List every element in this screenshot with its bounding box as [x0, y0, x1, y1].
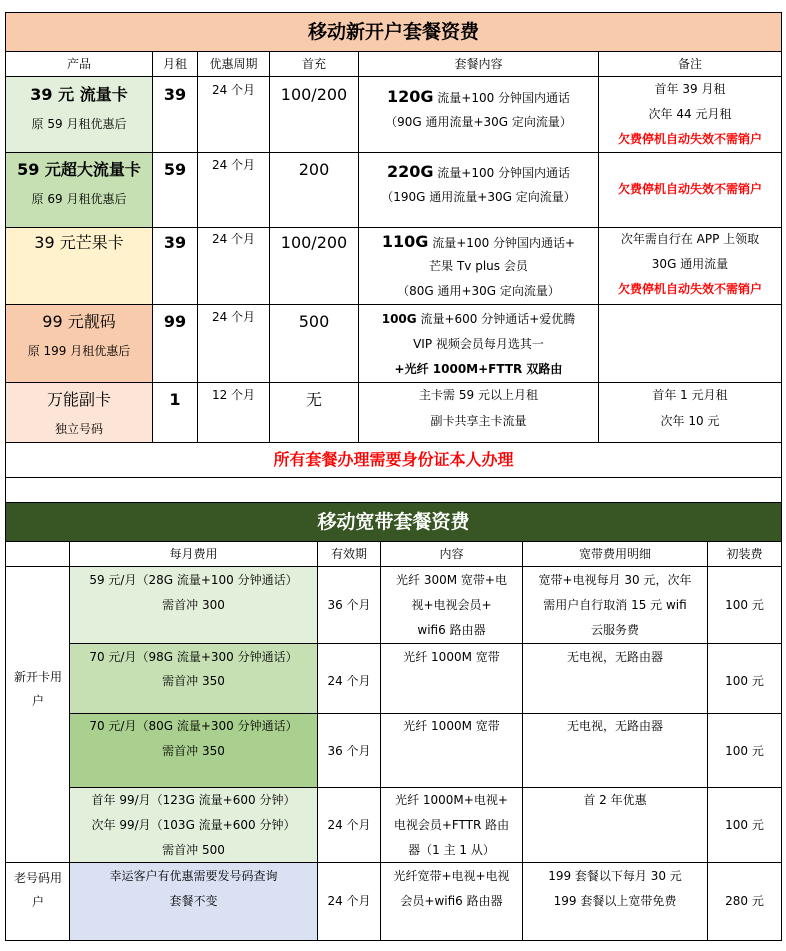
content-data-amount: 120G: [386, 87, 434, 106]
bb-row-2-content1: 光纤 1000M 宽带: [403, 650, 500, 664]
mobile-row-1-remark3: 欠费停机自动失效不需销户: [617, 132, 762, 146]
bb-row-1-content3: wifi6 路由器: [417, 623, 486, 637]
bb-row-1-content1: 光纤 300M 宽带+电: [396, 573, 507, 587]
mobile-row-1-product-sub: 原 59 月租优惠后: [31, 117, 127, 131]
header-rent: 月租: [162, 57, 187, 71]
bb-row-4-content2: 电视会员+FTTR 路由: [393, 818, 510, 832]
mobile-row-3-remark1: 次年需自行在 APP 上领取: [620, 232, 760, 246]
mobile-row-4-product-sub: 原 199 月租优惠后: [27, 344, 131, 358]
bb-row-5-detail2: 199 套餐以上宽带免费: [553, 894, 677, 908]
mobile-row-1-recharge: 100/200: [280, 85, 348, 104]
mobile-row-4-content-line2: VIP 视频会员每月选其一: [413, 337, 544, 351]
bb-row-1-content2: 视+电视会员+: [411, 598, 492, 612]
bb-row-3-fee2: 需首冲 350: [162, 744, 225, 758]
header-remark: 备注: [677, 57, 702, 71]
bb-header-fee-detail: 宽带费用明细: [578, 547, 651, 561]
mobile-row-3-content-line2: 芒果 Tv plus 会员: [429, 259, 528, 273]
mobile-row-5-recharge: 无: [305, 390, 322, 409]
mobile-row-3-product: 39 元芒果卡: [34, 233, 124, 252]
mobile-row-5-remark1: 首年 1 元月租: [652, 388, 728, 402]
mobile-row-2-product: 59 元超大流量卡: [17, 160, 141, 179]
mobile-row-2-rent: 59: [163, 160, 187, 179]
bb-row-5-fee2: 套餐不变: [169, 894, 218, 908]
bb-row-2-fee2: 需首冲 350: [162, 674, 225, 688]
bb-header-install-fee: 初装费: [726, 547, 763, 561]
mobile-row-1-period: 24 个月: [211, 83, 256, 97]
broadband-table-title: 移动宽带套餐资费: [317, 511, 470, 533]
mobile-table-title: 移动新开户套餐资费: [307, 21, 479, 43]
content-desc: 流量+100 分钟国内通话+: [428, 236, 576, 250]
mobile-row-3-content-line3: （80G 通用+30G 定向流量）: [397, 284, 560, 298]
mobile-row-1-remark2: 次年 44 元月租: [648, 107, 732, 121]
mobile-row-1-rent: 39: [163, 85, 187, 104]
mobile-row-5-content-line1: 主卡需 59 元以上月租: [419, 388, 538, 402]
bb-row-5-detail1: 199 套餐以下每月 30 元: [548, 869, 682, 883]
bb-row-4-validity: 24 个月: [327, 818, 371, 832]
mobile-row-3-rent: 39: [163, 233, 187, 252]
bb-row-2-install: 100 元: [725, 674, 764, 688]
bb-row-5-install: 280 元: [725, 894, 764, 908]
id-required-note: 所有套餐办理需要身份证本人办理: [273, 450, 514, 469]
bb-row-3-fee1: 70 元/月（80G 流量+300 分钟通话）: [89, 719, 298, 733]
mobile-row-5-remark2: 次年 10 元: [660, 414, 720, 428]
bb-row-1-validity: 36 个月: [327, 598, 371, 612]
bb-row-3-install: 100 元: [725, 744, 764, 758]
bb-row-3-validity: 36 个月: [327, 744, 371, 758]
header-product: 产品: [66, 57, 91, 71]
bb-row-1-detail3: 云服务费: [590, 623, 639, 637]
mobile-row-2-recharge: 200: [298, 160, 330, 179]
mobile-row-2-period: 24 个月: [211, 158, 256, 172]
bb-row-1-detail1: 宽带+电视每月 30 元，次年: [538, 573, 692, 587]
mobile-row-3-remark2: 30G 通用流量: [651, 257, 729, 271]
bb-row-4-content1: 光纤 1000M+电视+: [395, 793, 508, 807]
bb-row-4-detail1: 首 2 年优惠: [583, 793, 647, 807]
content-desc: 流量+600 分钟通话+爱优腾: [416, 312, 576, 326]
mobile-row-4-product: 99 元靓码: [42, 312, 116, 331]
group-old-users: 老号码用户: [14, 871, 63, 909]
content-desc: 流量+100 分钟国内通话: [433, 166, 571, 180]
bb-row-4-fee1: 首年 99/月（123G 流量+600 分钟）: [91, 793, 296, 807]
mobile-row-5-product-sub: 独立号码: [54, 422, 103, 436]
mobile-row-2-content: [359, 159, 598, 186]
mobile-row-3-content: [359, 229, 598, 256]
bb-row-4-fee3: 需首冲 500: [162, 843, 225, 857]
bb-row-2-detail1: 无电视，无路由器: [566, 650, 663, 664]
bb-row-3-content1: 光纤 1000M 宽带: [403, 719, 500, 733]
mobile-row-5-rent: 1: [169, 390, 181, 409]
bb-row-3-detail1: 无电视，无路由器: [566, 719, 663, 733]
header-content: 套餐内容: [454, 57, 503, 71]
mobile-row-5-period: 12 个月: [211, 388, 256, 402]
content-data-amount: 220G: [386, 162, 434, 181]
bb-row-1-fee1: 59 元/月（28G 流量+100 分钟通话）: [89, 573, 298, 587]
bb-header-content: 内容: [439, 547, 464, 561]
bb-row-5-content1: 光纤宽带+电视+电视: [393, 869, 510, 883]
content-data-amount: 110G: [381, 232, 429, 251]
bb-row-4-content3: 器（1 主 1 从）: [408, 843, 495, 857]
mobile-row-2-product-sub: 原 69 月租优惠后: [31, 192, 127, 206]
product-name: 39 元 流量卡: [30, 85, 128, 104]
mobile-row-1-remark1: 首年 39 月租: [654, 82, 726, 96]
mobile-row-3-recharge: 100/200: [280, 233, 348, 252]
bb-row-1-install: 100 元: [725, 598, 764, 612]
mobile-row-4-recharge: 500: [298, 312, 330, 331]
mobile-row-2-content-line2: （190G 通用流量+30G 定向流量）: [381, 190, 576, 204]
bb-header-validity: 有效期: [330, 547, 367, 561]
mobile-row-2-remark1: 欠费停机自动失效不需销户: [617, 182, 762, 196]
mobile-row-3-remark3: 欠费停机自动失效不需销户: [617, 282, 762, 296]
content-desc: 流量+100 分钟国内通话: [433, 91, 571, 105]
mobile-row-1-content: [359, 84, 598, 111]
bb-row-1-fee2: 需首冲 300: [162, 598, 225, 612]
mobile-row-3-period: 24 个月: [211, 232, 256, 246]
mobile-row-5-product: 万能副卡: [46, 390, 111, 409]
bb-header-monthly-fee: 每月费用: [169, 547, 218, 561]
mobile-row-4-content-line3: +光纤 1000M+FTTR 双路由: [394, 362, 563, 376]
bb-row-5-content2: 会员+wifi6 路由器: [400, 894, 503, 908]
content-data-amount: 100G: [381, 312, 417, 326]
mobile-row-4-rent: 99: [163, 312, 187, 331]
bb-row-2-fee1: 70 元/月（98G 流量+300 分钟通话）: [89, 650, 298, 664]
mobile-row-1-product: [6, 82, 152, 109]
bb-row-5-validity: 24 个月: [327, 894, 371, 908]
header-period: 优惠周期: [209, 57, 258, 71]
header-recharge: 首充: [301, 57, 326, 71]
bb-row-2-validity: 24 个月: [327, 674, 371, 688]
mobile-row-5-content-line2: 副卡共享主卡流量: [430, 414, 527, 428]
bb-row-4-install: 100 元: [725, 818, 764, 832]
mobile-row-4-period: 24 个月: [211, 310, 256, 324]
group-new-users: 新开卡用户: [14, 670, 63, 708]
bb-row-4-fee2: 次年 99/月（103G 流量+600 分钟）: [91, 818, 296, 832]
mobile-row-4-content: [359, 307, 598, 332]
mobile-row-1-content-line2: （90G 通用流量+30G 定向流量）: [385, 115, 572, 129]
bb-row-5-fee1: 幸运客户有优惠需要发号码查询: [109, 869, 278, 883]
bb-row-1-detail2: 需用户自行取消 15 元 wifi: [543, 598, 687, 612]
